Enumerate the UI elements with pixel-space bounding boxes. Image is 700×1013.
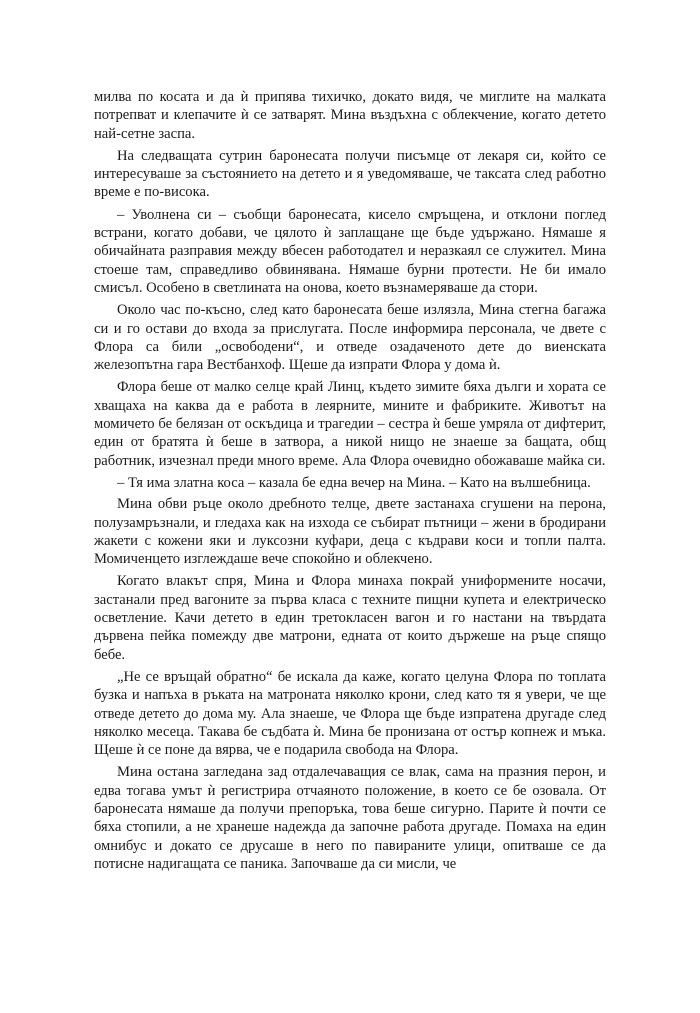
paragraph: – Тя има златна коса – казала бе една вечер на Мина. – Като на вълшебница.	[117, 474, 591, 491]
paragraph: „Не се връщай обратно“ бе искала да каже, когато целуна Флора по топлата бузка и напъха в ръката на матроната няколко крони, след като тя я увери, че ще отведе детето до дома му. Ала знаеше, че Флора ще бъде изпратена другаде след няколко месеца. Такава бе съдбата ѝ. Мина бе пронизана от остър копнеж и мъка. Щеше ѝ се поне да вярва, че е подарила свобода на Флора.	[94, 668, 606, 759]
paragraph: Флора беше от малко селце край Линц, където зимите бяха дълги и хората се хващаха на каква да е работа в леярните, мините и фабриките. Животът на момичето бе белязан от оскъдица и трагедии – сестра ѝ беше умряла от дифтерит, един от братята ѝ беше в затвора, а никой нищо не знаеше за бащата, общ работник, изчезнал преди много време. Ала Флора очевидно обожаваше майка си.	[94, 379, 606, 469]
paragraph: Около час по-късно, след като баронесата беше излязла, Мина стегна багажа си и го остави до входа за прислугата. После информира персонала, че двете с Флора са били „освободени“, и отведе озадаченото дете до виенската железопътна гара Вестбанхоф. Щеше да изпрати Флора у дома ѝ.	[94, 302, 606, 374]
body-text	[94, 88, 606, 877]
paragraph: милва по косата и да ѝ припява тихичко, докато видя, че миглите на малката потрепват и клепачите ѝ се затварят. Мина въздъхна с облекчение, когато детето най-сетне заспа.	[94, 89, 606, 142]
paragraph: – Уволнена си – съобщи баронесата, кисело смръщена, и отклони поглед встрани, когато добави, че цялото ѝ заплащане ще бъде удържано. Нямаше я обичайната разправия между вбесен работодател и неразкаял се служител. Мина стоеше там, справедливо обвинявана. Нямаше бурни протести. Не би имало смисъл. Особено в светлината на онова, което възнамеряваше да стори.	[94, 206, 606, 296]
paragraph: Мина обви ръце около дребното телце, двете застанаха сгушени на перона, полузамръзнали, и гледаха как на изхода се събират пътници – жени в бродирани жакети с кожени яки и луксозни куфари, деца с къдрави коси и топли палта. Момиченцето изглеждаше вече спокойно и облекчено.	[94, 496, 606, 568]
paragraph: Когато влакът спря, Мина и Флора минаха покрай униформените носачи, застанали пред вагоните за първа класа с техните пищни купета и електрическо осветление. Качи детето в един третокласен вагон и го настани на твърдата дървена пейка помежду две матрони, едната от които държеше на ръце спящо бебе.	[94, 573, 606, 663]
paragraph: Мина остана загледана зад отдалечаващия се влак, сама на празния перон, и едва тогава умът ѝ регистрира отчаяното положение, в което се бе озовала. От баронесата нямаше да получи препоръка, това беше сигурно. Парите ѝ почти се бяха стопили, а не хранеше надежда да започне работа другаде. Помаха на един омнибус и докато се друсаше в него по павираните улици, опитваше се да потисне надигащата се паника. Започваше да си мисли, че	[94, 764, 606, 872]
paragraph: На следващата сутрин баронесата получи писъмце от лекаря си, който се интересуваше за състоянието на детето и я уведомяваше, че таксата след работно време е по-висока.	[94, 147, 606, 201]
